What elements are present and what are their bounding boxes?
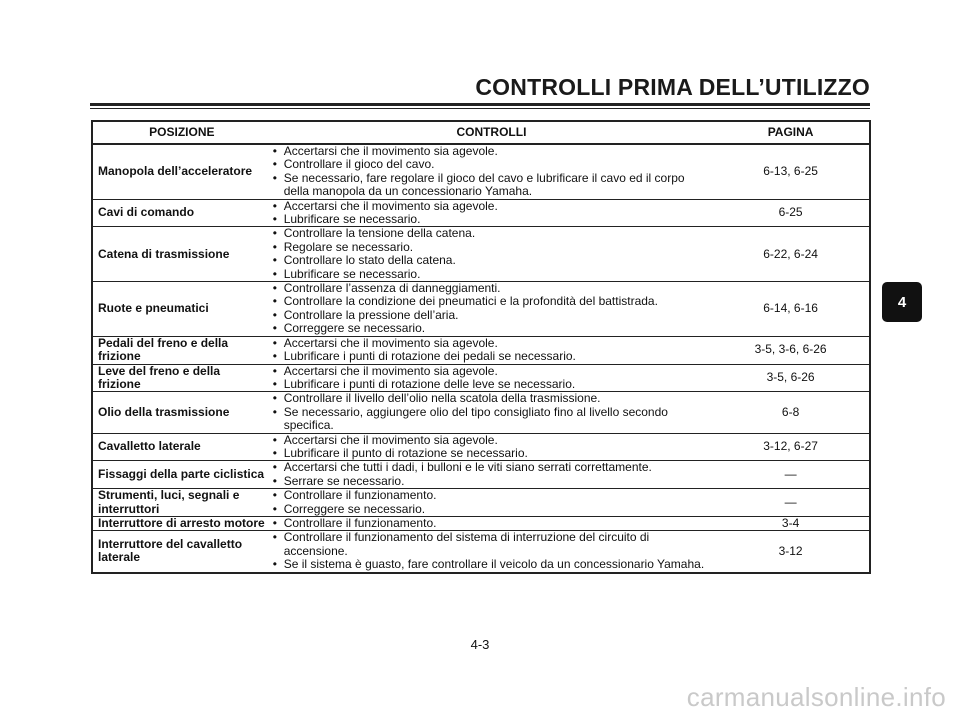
watermark: carmanualsonline.info <box>686 682 946 712</box>
row-position: Manopola dell’acceleratore <box>92 144 271 199</box>
row-checks <box>271 531 712 573</box>
bullet-icon: • <box>272 445 277 460</box>
check-item <box>273 447 707 460</box>
check-item <box>273 254 707 267</box>
table-row <box>92 392 870 433</box>
bullet-icon: • <box>272 321 277 336</box>
check-text: Accertarsi che il movimento sia agevole. <box>283 363 498 378</box>
check-text: Lubrificare se necessario. <box>283 266 421 281</box>
check-text: Lubrificare se necessario. <box>283 212 421 227</box>
check-text: Controllare la pressione dell’aria. <box>283 307 459 322</box>
row-page: 6-14, 6-16 <box>712 282 870 337</box>
bullet-icon: • <box>272 281 277 296</box>
check-item <box>273 227 707 240</box>
bullet-icon: • <box>272 239 277 254</box>
check-text: Lubrificare i punti di rotazione delle leve se necessario. <box>283 376 576 391</box>
check-text: Accertarsi che il movimento sia agevole. <box>283 198 498 213</box>
check-text: Accertarsi che tutti i dadi, i bulloni e le viti siano serrati correttamente. <box>283 460 652 475</box>
row-page: 6-13, 6-25 <box>712 144 870 199</box>
table-body <box>92 144 870 573</box>
check-item <box>273 489 707 502</box>
bullet-icon: • <box>272 226 277 241</box>
bullet-icon: • <box>272 530 277 545</box>
check-item <box>273 337 707 350</box>
row-page: 6-25 <box>712 199 870 227</box>
check-text: Correggere se necessario. <box>283 501 426 516</box>
check-text: Controllare il gioco del cavo. <box>283 157 435 172</box>
bullet-icon: • <box>272 557 277 572</box>
row-page: 3-4 <box>712 516 870 530</box>
page-number: 4-3 <box>470 637 490 652</box>
bullet-icon: • <box>272 363 277 378</box>
check-text: Serrare se necessario. <box>283 473 405 488</box>
page-title: CONTROLLI PRIMA DELL’UTILIZZO <box>475 74 870 100</box>
bullet-icon: • <box>272 488 277 503</box>
row-page: 3-5, 3-6, 6-26 <box>712 336 870 364</box>
check-item <box>273 213 707 226</box>
bullet-icon: • <box>272 253 277 268</box>
title-rule-thin <box>90 108 870 109</box>
row-checks <box>271 489 712 517</box>
table-row <box>92 461 870 489</box>
row-position: Ruote e pneumatici <box>92 282 271 337</box>
bullet-icon: • <box>272 460 277 475</box>
check-text: Se necessario, aggiungere olio del tipo consigliato fino al livello secondo specifica. <box>283 404 668 433</box>
row-page: — <box>712 489 870 517</box>
check-text: Controllare lo stato della catena. <box>283 253 456 268</box>
row-position: Cavi di comando <box>92 199 271 227</box>
check-text: Controllare il funzionamento del sistema di interruzione del circuito di accensione. <box>283 530 650 558</box>
row-position: Leve del freno e della frizione <box>92 364 271 392</box>
row-page: — <box>712 461 870 489</box>
bullet-icon: • <box>272 144 277 158</box>
row-checks <box>271 433 712 461</box>
row-page: 3-5, 6-26 <box>712 364 870 392</box>
check-item <box>273 350 707 363</box>
bullet-icon: • <box>272 212 277 227</box>
check-text: Controllare il livello dell’olio nella scatola della trasmissione. <box>283 391 601 406</box>
row-page: 6-22, 6-24 <box>712 227 870 282</box>
row-checks <box>271 144 712 199</box>
table-row <box>92 531 870 573</box>
row-position: Catena di trasmissione <box>92 227 271 282</box>
check-item <box>273 531 707 558</box>
check-item <box>273 365 707 378</box>
bullet-icon: • <box>272 473 277 488</box>
table-row <box>92 282 870 337</box>
table-row <box>92 433 870 461</box>
bullet-icon: • <box>272 404 277 419</box>
table-row <box>92 364 870 392</box>
row-checks <box>271 282 712 337</box>
table-row <box>92 516 870 530</box>
check-text: Regolare se necessario. <box>283 239 414 254</box>
check-text: Se necessario, fare regolare il gioco del cavo e lubrificare il cavo ed il corpo della manopola da un concessionario Yamaha. <box>283 170 685 199</box>
check-item <box>273 475 707 488</box>
check-item <box>273 503 707 516</box>
row-position: Cavalletto laterale <box>92 433 271 461</box>
check-item <box>273 392 707 405</box>
check-item <box>273 378 707 391</box>
check-item <box>273 241 707 254</box>
bullet-icon: • <box>272 391 277 406</box>
check-text: Accertarsi che il movimento sia agevole. <box>283 144 498 158</box>
column-header-position: POSIZIONE <box>92 121 271 144</box>
row-position: Fissaggi della parte ciclistica <box>92 461 271 489</box>
check-item <box>273 268 707 281</box>
check-item <box>273 309 707 322</box>
table-row <box>92 336 870 364</box>
checklist-table <box>91 120 871 574</box>
row-checks <box>271 364 712 392</box>
check-text: Controllare il funzionamento. <box>283 515 437 530</box>
check-item <box>273 200 707 213</box>
check-item <box>273 172 707 199</box>
table-row <box>92 227 870 282</box>
row-position: Interruttore di arresto motore <box>92 516 271 530</box>
check-text: Accertarsi che il movimento sia agevole. <box>283 335 498 350</box>
check-item <box>273 282 707 295</box>
check-text: Correggere se necessario. <box>283 321 426 336</box>
bullet-icon: • <box>272 157 277 172</box>
check-item <box>273 145 707 158</box>
check-text: Lubrificare i punti di rotazione dei pedali se necessario. <box>283 349 576 364</box>
check-text: Lubrificare il punto di rotazione se necessario. <box>283 445 528 460</box>
row-position: Olio della trasmissione <box>92 392 271 433</box>
bullet-icon: • <box>272 432 277 447</box>
row-position: Interruttore del cavalletto laterale <box>92 531 271 573</box>
table-header-row <box>92 121 870 144</box>
check-item <box>273 434 707 447</box>
row-checks <box>271 392 712 433</box>
check-item <box>273 406 707 433</box>
check-text: Controllare la tensione della catena. <box>283 226 476 241</box>
chapter-tab: 4 <box>882 282 922 322</box>
check-item <box>273 558 707 571</box>
bullet-icon: • <box>272 376 277 391</box>
column-header-checks: CONTROLLI <box>271 121 712 144</box>
row-position: Pedali del freno e della frizione <box>92 336 271 364</box>
column-header-page: PAGINA <box>712 121 870 144</box>
check-text: Controllare la condizione dei pneumatici e la profondità del battistrada. <box>283 294 658 309</box>
bullet-icon: • <box>272 307 277 322</box>
table-row <box>92 199 870 227</box>
row-page: 6-8 <box>712 392 870 433</box>
row-checks <box>271 516 712 530</box>
check-text: Se il sistema è guasto, fare controllare il veicolo da un concessionario Yamaha. <box>283 557 705 572</box>
check-item <box>273 295 707 308</box>
row-checks <box>271 336 712 364</box>
bullet-icon: • <box>272 198 277 213</box>
table-row <box>92 489 870 517</box>
bullet-icon: • <box>272 294 277 309</box>
bullet-icon: • <box>272 501 277 516</box>
title-rule-thick <box>90 103 870 106</box>
row-checks <box>271 199 712 227</box>
bullet-icon: • <box>272 335 277 350</box>
row-page: 3-12 <box>712 531 870 573</box>
row-checks <box>271 227 712 282</box>
bullet-icon: • <box>272 170 277 185</box>
check-text: Accertarsi che il movimento sia agevole. <box>283 432 498 447</box>
check-text: Controllare l’assenza di danneggiamenti. <box>283 281 501 296</box>
bullet-icon: • <box>272 515 277 530</box>
bullet-icon: • <box>272 349 277 364</box>
row-page: 3-12, 6-27 <box>712 433 870 461</box>
check-item <box>273 517 707 530</box>
bullet-icon: • <box>272 266 277 281</box>
check-item <box>273 158 707 171</box>
check-text: Controllare il funzionamento. <box>283 488 437 503</box>
row-position: Strumenti, luci, segnali e interruttori <box>92 489 271 517</box>
table-row <box>92 144 870 199</box>
check-item <box>273 322 707 335</box>
row-checks <box>271 461 712 489</box>
check-item <box>273 461 707 474</box>
